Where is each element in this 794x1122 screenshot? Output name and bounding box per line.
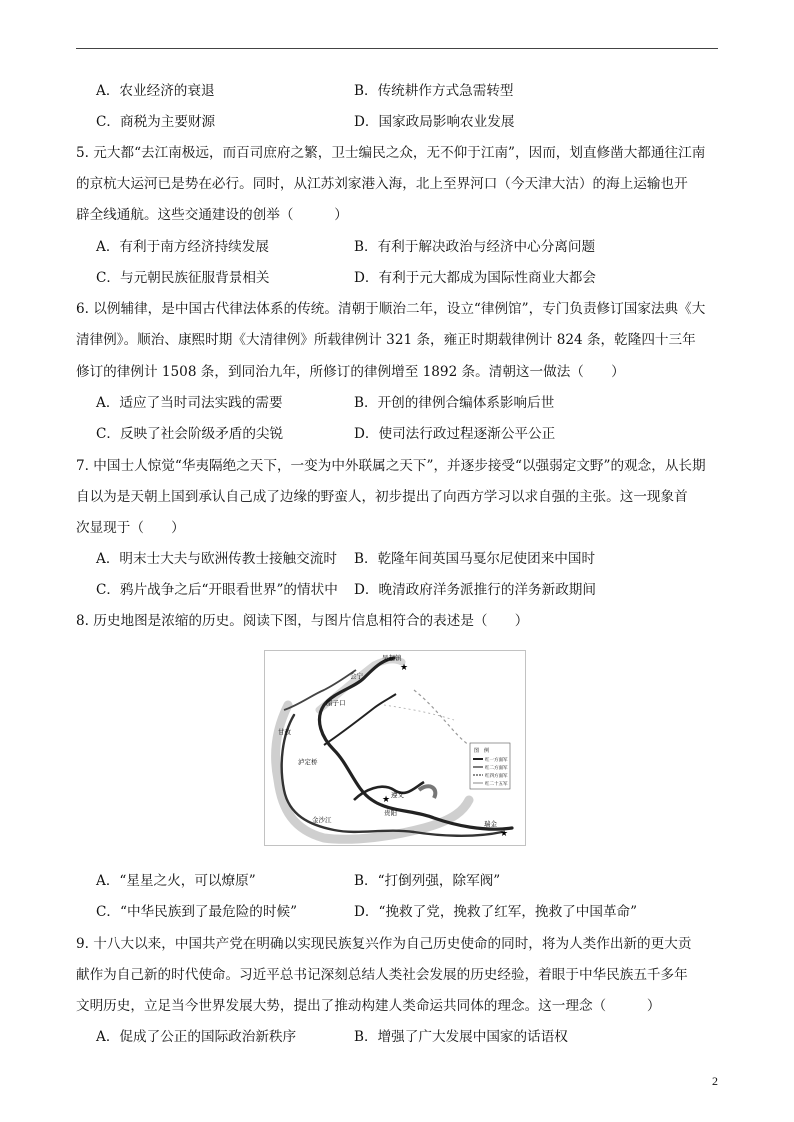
q7-stem-line-1: 7. 中国士人惊觉“华夷隔绝之天下，一变为中外联属之天下”，并逐步接受“以强弱定文野”的观念，从长期	[76, 458, 706, 474]
star-icon: ★	[500, 829, 509, 839]
option-b: B．传统耕作方式急需转型	[354, 83, 514, 99]
q7-option-b: B．乾隆年间英国马戛尔尼使团来中国时	[354, 551, 596, 567]
q6-option-d: D．使司法行政过程逐渐公平公正	[354, 426, 556, 442]
q7-option-c: C．鸦片战争之后“开眼看世界”的情状中	[96, 582, 338, 598]
legend-item: 红二方面军	[485, 766, 508, 771]
q6-stem-line-2: 清律例》。顺治、康熙时期《大清律例》所载律例计 321 条，雍正时期载律例计 824 条，乾隆四十三年	[76, 332, 696, 348]
legend-item: 红一方面军	[485, 758, 508, 763]
option-c: C．商税为主要财源	[96, 114, 216, 130]
map-legend	[470, 743, 510, 789]
map-label: 会宁	[350, 672, 363, 680]
q5-option-b: B．有利于解决政治与经济中心分离问题	[354, 239, 596, 255]
q6-option-a: A．适应了当时司法实践的需要	[96, 395, 283, 411]
option-d: D．国家政局影响农业发展	[354, 114, 515, 130]
q8-option-a: A．“星星之火，可以燎原”	[96, 873, 256, 889]
map-label: 贵阳	[384, 809, 397, 817]
q7-option-a: A．明末士大夫与欧洲传教士接触交流时	[96, 551, 337, 567]
long-march-map	[264, 650, 526, 846]
map-label: 泸定桥	[298, 758, 318, 766]
q8-option-b: B．“打倒列强，除军阀”	[354, 873, 501, 889]
q9-option-a: A．促成了公正的国际政治新秩序	[96, 1029, 297, 1045]
q5-stem-line-1: 5. 元大都“去江南极远，而百司庶府之繁，卫士编民之众，无不仰于江南”，因而，划直修凿大都通往江南	[76, 145, 706, 161]
q5-option-d: D．有利于元大都成为国际性商业大都会	[354, 270, 596, 286]
q8-stem-line-1: 8. 历史地图是浓缩的历史。阅读下图，与图片信息相符合的表述是（ ）	[76, 613, 529, 629]
q7-stem-line-2: 自以为是天朝上国到承认自己成了边缘的野蛮人，初步提出了向西方学习以求自强的主张。这一现象首	[76, 489, 688, 505]
option-a: A．农业经济的衰退	[96, 83, 215, 99]
map-label: 甘孜	[278, 728, 291, 736]
q9-option-b: B．增强了广大发展中国家的话语权	[354, 1029, 568, 1045]
q9-stem-line-3: 文明历史，立足当今世界发展大势，提出了推动构建人类命运共同体的理念。这一理念（ ）	[76, 998, 661, 1014]
map-label: 瑞金	[484, 820, 497, 828]
star-icon: ★	[400, 663, 409, 673]
q8-option-d: D．“挽救了党，挽救了红军，挽救了中国革命”	[354, 904, 638, 920]
q5-option-a: A．有利于南方经济持续发展	[96, 239, 269, 255]
map-label: 腊子口	[326, 699, 346, 707]
q9-stem-line-2: 献作为自己新的时代使命。习近平总书记深刻总结人类社会发展的历史经验，着眼于中华民族五千多年	[76, 967, 688, 983]
q5-option-c: C．与元朝民族征服背景相关	[96, 270, 270, 286]
q6-option-c: C．反映了社会阶级矛盾的尖锐	[96, 426, 284, 442]
page-number: 2	[712, 1074, 718, 1088]
q6-stem-line-3: 修订的律例计 1508 条，到同治九年，所修订的律例增至 1892 条。清朝这一做法（ ）	[76, 364, 625, 380]
q6-stem-line-1: 6. 以例辅律，是中国古代律法体系的传统。清朝于顺治二年，设立“律例馆”，专门负责修订国家法典《大	[76, 301, 706, 317]
map-label: 吴起镇	[382, 654, 402, 662]
map-label: 遵义	[391, 791, 404, 799]
map-label: 金沙江	[312, 816, 332, 824]
q8-option-c: C．“中华民族到了最危险的时候”	[96, 904, 298, 920]
header-rule	[76, 48, 718, 49]
star-icon: ★	[382, 795, 391, 805]
q6-option-b: B．开创的律例合编体系影响后世	[354, 395, 555, 411]
q7-option-d: D．晚清政府洋务派推行的洋务新政期间	[354, 582, 596, 598]
q7-stem-line-3: 次显现于（ ）	[76, 520, 185, 536]
legend-item: 红四方面军	[485, 774, 508, 779]
q9-stem-line-1: 9. 十八大以来，中国共产党在明确以实现民族复兴作为自己历史使命的同时，将为人类作出新的更大贡	[76, 936, 692, 952]
legend-item: 红二十五军	[485, 782, 508, 787]
legend-title: 图 例	[474, 748, 490, 754]
q5-stem-line-2: 的京杭大运河已是势在必行。同时，从江苏刘家港入海，北上至界河口（今天津大沽）的海上运输也开	[76, 176, 688, 192]
q5-stem-line-3: 辟全线通航。这些交通建设的创举（ ）	[76, 207, 348, 223]
